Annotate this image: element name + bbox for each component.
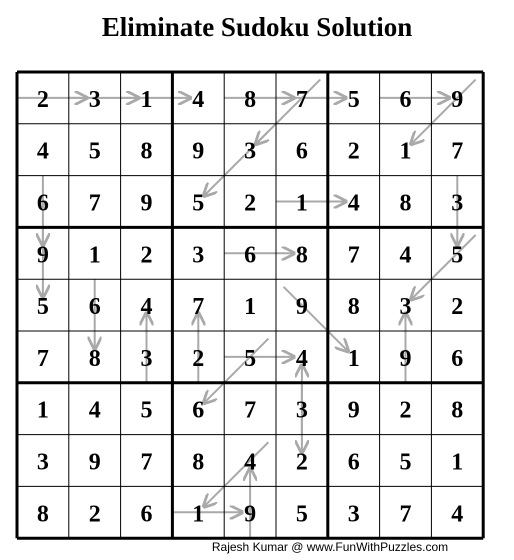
sudoku-digit: 8 bbox=[451, 397, 464, 424]
sudoku-digit: 6 bbox=[36, 190, 49, 217]
sudoku-digit: 1 bbox=[88, 242, 101, 269]
sudoku-digit: 1 bbox=[399, 138, 412, 165]
page-title: Eliminate Sudoku Solution bbox=[101, 12, 413, 42]
sudoku-digit: 4 bbox=[295, 345, 308, 372]
sudoku-digit: 7 bbox=[244, 397, 257, 424]
sudoku-digit: 5 bbox=[347, 86, 360, 113]
sudoku-digit: 3 bbox=[244, 138, 257, 165]
sudoku-digit: 4 bbox=[140, 294, 153, 321]
sudoku-digit: 2 bbox=[347, 138, 360, 165]
sudoku-digit: 3 bbox=[192, 242, 205, 269]
sudoku-digit: 4 bbox=[88, 397, 101, 424]
sudoku-digit: 8 bbox=[295, 242, 308, 269]
sudoku-digit: 2 bbox=[88, 501, 101, 528]
sudoku-digit: 8 bbox=[244, 86, 257, 113]
sudoku-digit: 9 bbox=[88, 449, 101, 476]
sudoku-digit: 2 bbox=[192, 345, 205, 372]
sudoku-digit: 9 bbox=[244, 501, 257, 528]
sudoku-digit: 7 bbox=[295, 86, 308, 113]
sudoku-digit: 6 bbox=[347, 449, 360, 476]
sudoku-digit: 8 bbox=[36, 501, 49, 528]
sudoku-digit: 1 bbox=[347, 345, 360, 372]
sudoku-digit: 6 bbox=[244, 242, 257, 269]
sudoku-digit: 2 bbox=[295, 449, 308, 476]
sudoku-digit: 8 bbox=[347, 294, 360, 321]
sudoku-digit: 5 bbox=[36, 294, 49, 321]
sudoku-digit: 6 bbox=[399, 86, 412, 113]
sudoku-digit: 5 bbox=[451, 242, 464, 269]
sudoku-digit: 5 bbox=[88, 138, 101, 165]
sudoku-digit: 3 bbox=[88, 86, 101, 113]
sudoku-digit: 5 bbox=[295, 501, 308, 528]
sudoku-digit: 9 bbox=[451, 86, 464, 113]
sudoku-digit: 1 bbox=[192, 501, 205, 528]
sudoku-digit: 9 bbox=[295, 294, 308, 321]
footer-credit: Rajesh Kumar @ www.FunWithPuzzles.com bbox=[211, 540, 449, 554]
sudoku-digit: 6 bbox=[140, 501, 153, 528]
sudoku-digit: 7 bbox=[88, 190, 101, 217]
sudoku-digit: 9 bbox=[192, 138, 205, 165]
sudoku-digit: 4 bbox=[192, 86, 205, 113]
sudoku-digit: 3 bbox=[36, 449, 49, 476]
sudoku-digit: 1 bbox=[451, 449, 464, 476]
sudoku-digit: 2 bbox=[244, 190, 257, 217]
sudoku-digit: 2 bbox=[140, 242, 153, 269]
sudoku-digit: 3 bbox=[451, 190, 464, 217]
sudoku-digit: 7 bbox=[399, 501, 412, 528]
sudoku-digit: 2 bbox=[399, 397, 412, 424]
sudoku-digit: 9 bbox=[140, 190, 153, 217]
sudoku-digit: 9 bbox=[347, 397, 360, 424]
sudoku-digit: 5 bbox=[399, 449, 412, 476]
sudoku-digit: 5 bbox=[140, 397, 153, 424]
sudoku-digit: 7 bbox=[451, 138, 464, 165]
sudoku-digit: 1 bbox=[36, 397, 49, 424]
sudoku-digit: 6 bbox=[451, 345, 464, 372]
sudoku-digit: 8 bbox=[399, 190, 412, 217]
sudoku-digit: 4 bbox=[36, 138, 49, 165]
sudoku-digit: 2 bbox=[451, 294, 464, 321]
sudoku-digit: 7 bbox=[192, 294, 205, 321]
sudoku-digit: 1 bbox=[295, 190, 308, 217]
sudoku-digit: 6 bbox=[295, 138, 308, 165]
sudoku-digit: 8 bbox=[140, 138, 153, 165]
sudoku-digit: 6 bbox=[192, 397, 205, 424]
sudoku-digit: 8 bbox=[88, 345, 101, 372]
sudoku-digit: 9 bbox=[36, 242, 49, 269]
sudoku-digit: 6 bbox=[88, 294, 101, 321]
sudoku-digit: 8 bbox=[192, 449, 205, 476]
sudoku-digit: 5 bbox=[192, 190, 205, 217]
sudoku-digit: 4 bbox=[399, 242, 412, 269]
sudoku-digit: 1 bbox=[244, 294, 257, 321]
sudoku-digit: 3 bbox=[399, 294, 412, 321]
sudoku-digit: 7 bbox=[347, 242, 360, 269]
sudoku-digit: 7 bbox=[36, 345, 49, 372]
sudoku-digit: 4 bbox=[244, 449, 257, 476]
sudoku-digit: 9 bbox=[399, 345, 412, 372]
sudoku-digit: 3 bbox=[295, 397, 308, 424]
sudoku-digit: 4 bbox=[451, 501, 464, 528]
sudoku-digit: 3 bbox=[140, 345, 153, 372]
sudoku-digit: 1 bbox=[140, 86, 153, 113]
sudoku-digit: 7 bbox=[140, 449, 153, 476]
sudoku-digit: 3 bbox=[347, 501, 360, 528]
sudoku-digit: 2 bbox=[36, 86, 49, 113]
sudoku-digit: 5 bbox=[244, 345, 257, 372]
sudoku-digit: 4 bbox=[347, 190, 360, 217]
